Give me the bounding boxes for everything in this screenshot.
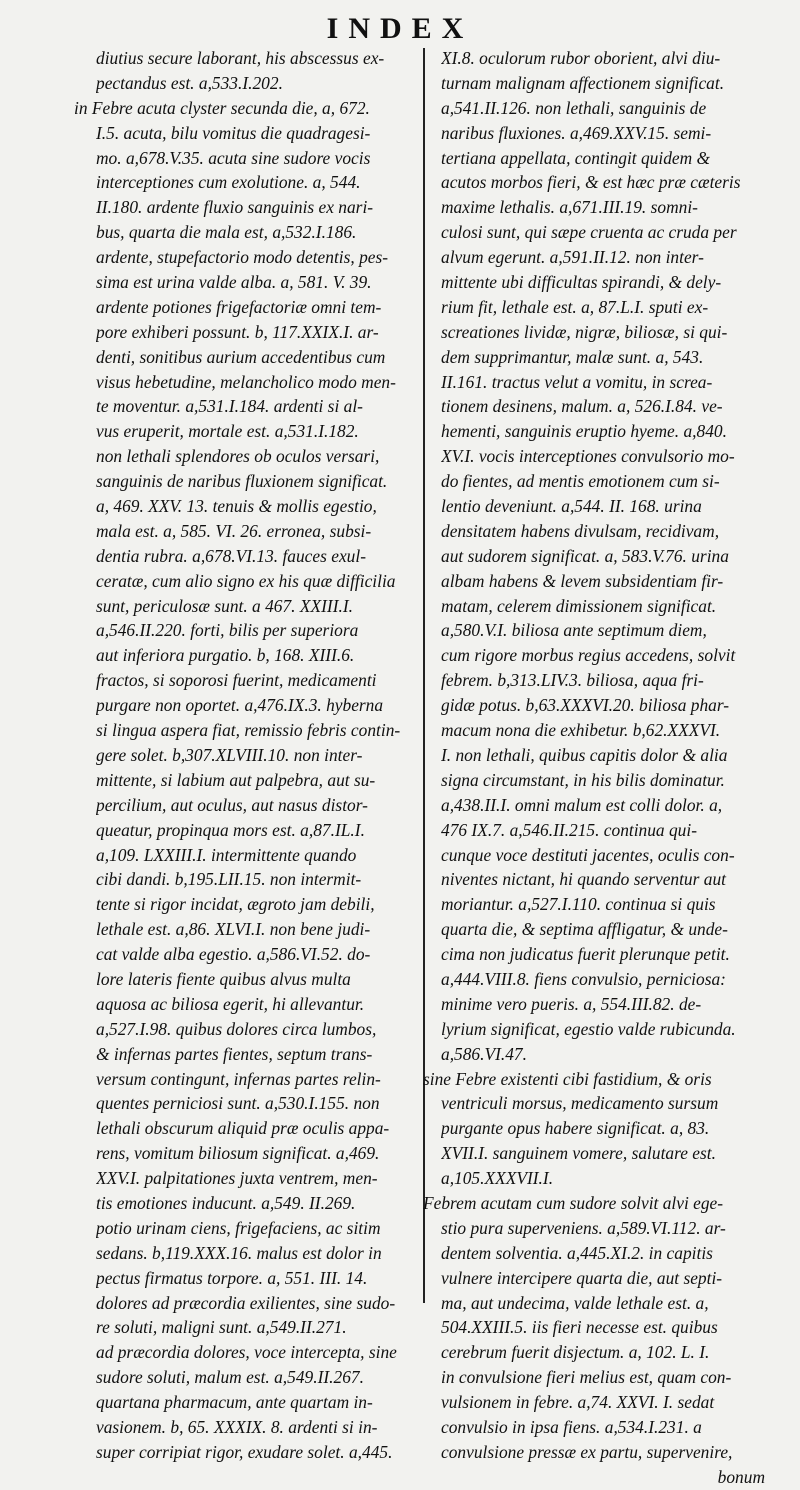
text-line: rium fit, lethale est. a, 87.L.I. sputi ex- [441,296,709,317]
text-line: II.180. ardente fluxio sanguinis ex nari- [96,197,374,218]
text-line: a, 469. XXV. 13. tenuis & mollis egestio, [96,496,377,517]
text-line: convulsio in ipsa fiens. a,534.I.231. a [441,1416,702,1437]
text-line: & infernas partes fientes, septum trans- [96,1043,373,1064]
text-line: 504.XXIII.5. iis fieri necesse est. quibus [441,1317,718,1338]
text-line: vulnere intercipere quarta die, aut septi- [441,1267,723,1288]
text-line: in convulsione fieri melius est, quam con- [441,1367,732,1388]
text-line: sima est urina valde alba. a, 581. V. 39. [96,272,372,293]
text-line: do fientes, ad mentis emotionem cum si- [441,471,720,492]
text-line: denti, sonitibus aurium accedentibus cum [96,346,386,367]
text-line: lethale est. a,86. XLVI.I. non bene judi- [96,919,371,940]
text-line: cum rigore morbus regius accedens, solvit [441,645,736,666]
text-line: febrem. b,313.LIV.3. biliosa, aqua fri- [441,670,704,691]
text-line: II.161. tractus velut a vomitu, in screa- [441,371,713,392]
text-line: sunt, periculosæ sunt. a 467. XXIII.I. [96,595,353,616]
text-line: percilium, aut oculus, aut nasus distor- [96,794,368,815]
text-line: ventriculi morsus, medicamento sursum [441,1093,719,1114]
text-line: cat valde alba egestio. a,586.VI.52. do- [96,944,371,965]
text-line: a,105.XXXVII.I. [441,1168,554,1189]
text-line: bus, quarta die mala est, a,532.I.186. [96,222,357,243]
text-line: minime vero pueris. a, 554.III.82. de- [441,993,702,1014]
text-line: lyrium significat, egestio valde rubicunda. [441,1018,736,1039]
text-line: te moventur. a,531.I.184. ardenti si al- [96,396,363,417]
text-line: aut inferiora purgatio. b, 168. XIII.6. [96,645,355,666]
text-line: vulsionem in febre. a,74. XXVI. I. sedat [441,1392,715,1413]
text-line: gere solet. b,307.XLVIII.10. non inter- [96,744,363,765]
text-line: quartana pharmacum, ante quartam in- [96,1392,373,1413]
text-line: convulsione pressæ ex partu, supervenire, [441,1441,733,1462]
text-line: a,109. LXXIII.I. intermittente quando [96,844,357,865]
text-line: in Febre acuta clyster secunda die, a, 672. [74,97,370,118]
text-line: XXV.I. palpitationes juxta ventrem, men- [96,1168,378,1189]
text-line: queatur, propinqua mors est. a,87.IL.I. [96,819,365,840]
text-line: visus hebetudine, melancholico modo men- [96,371,396,392]
text-line: aut sudorem significat. a, 583.V.76. urina [441,545,729,566]
text-line: macum nona die exhibetur. b,62.XXXVI. [441,720,721,741]
text-line: purgante opus habere significat. a, 83. [441,1118,710,1139]
text-line: potio urinam ciens, frigefaciens, ac sitim [96,1217,381,1238]
text-line: tionem desinens, malum. a, 526.I.84. ve- [441,396,723,417]
text-line: re soluti, maligni sunt. a,549.II.271. [96,1317,347,1338]
text-line: albam habens & levem subsidentiam fir- [441,570,724,591]
text-line: matam, celerem dimissionem significat. [441,595,717,616]
text-line: tente si rigor incidat, ægroto jam debili, [96,894,375,915]
text-line: cunque voce destituti jacentes, oculis con- [441,844,735,865]
text-line: dem supprimantur, malæ sunt. a, 543. [441,346,704,367]
text-line: 476 IX.7. a,546.II.215. continua qui- [441,819,697,840]
text-line: sedans. b,119.XXX.16. malus est dolor in [96,1242,382,1263]
text-line: signa circumstant, in his bilis dominatur. [441,769,725,790]
text-line: a,444.VIII.8. fiens convulsio, perniciosa: [441,968,726,989]
text-line: interceptiones cum exolutione. a, 544. [96,172,361,193]
text-line: a,586.VI.47. [441,1043,527,1064]
text-line: ardente, stupefactorio modo detentis, pes- [96,247,389,268]
text-line: turnam malignam affectionem significat. [441,72,725,93]
text-line: maxime lethalis. a,671.III.19. somni- [441,197,698,218]
text-line: mo. a,678.V.35. acuta sine sudore vocis [96,147,371,168]
right-column [423,46,767,1490]
text-line: ma, aut undecima, valde lethale est. a, [441,1292,709,1313]
text-line: ad præcordia dolores, voce intercepta, sine [96,1342,397,1363]
text-line: cibi dandi. b,195.LII.15. non intermit- [96,869,362,890]
text-line: a,527.I.98. quibus dolores circa lumbos, [96,1018,377,1039]
text-line: I.5. acuta, bilu vomitus die quadragesi- [96,122,371,143]
text-line: quentes perniciosi sunt. a,530.I.155. non [96,1093,380,1114]
text-line: stio pura superveniens. a,589.VI.112. ar- [441,1217,726,1238]
text-line: vasionem. b, 65. XXXIX. 8. ardenti si in- [96,1416,378,1437]
text-line: dentia rubra. a,678.VI.13. fauces exul- [96,545,366,566]
text-line: bonum [717,1466,765,1487]
text-line: super corripiat rigor, exudare solet. a,445. [96,1441,393,1462]
text-line: culosi sunt, qui sæpe cruenta ac cruda per [441,222,737,243]
text-line: fractos, si soporosi fuerint, medicamenti [96,670,377,691]
text-line: mala est. a, 585. VI. 26. erronea, subsi- [96,520,372,541]
text-line: pectandus est. a,533.I.202. [96,72,283,93]
text-line: si lingua aspera fiat, remissio febris contin- [96,720,401,741]
text-line: naribus fluxiones. a,469.XXV.15. semi- [441,122,712,143]
text-line: tis emotiones inducunt. a,549. II.269. [96,1192,356,1213]
text-line: mittente ubi difficultas spirandi, & dely- [441,272,722,293]
text-line: diutius secure laborant, his abscessus ex- [96,48,385,68]
text-line: rens, vomitum biliosum significat. a,469. [96,1143,380,1164]
text-line: vus eruperit, mortale est. a,531.I.182. [96,421,359,442]
text-line: a,546.II.220. forti, bilis per superiora [96,620,359,641]
running-title: INDEX [326,12,474,45]
text-line: versum contingunt, infernas partes relin- [96,1068,381,1089]
text-line: sine Febre existenti cibi fastidium, & oris [423,1068,712,1089]
text-line: lore lateris fiente quibus alvus multa [96,968,351,989]
text-line: niventes nictant, hi quando serventur aut [441,869,726,890]
text-line: sanguinis de naribus fluxionem significat. [96,471,388,492]
text-line: sudore soluti, malum est. a,549.II.267. [96,1367,364,1388]
text-line: dolores ad præcordia exilientes, sine sudo- [96,1292,396,1313]
text-line: screationes lividæ, nigræ, biliosæ, si qui- [441,321,728,342]
text-line: quarta die, & septima affligatur, & unde- [441,919,728,940]
text-line: a,438.II.I. omni malum est colli dolor. a, [441,794,723,815]
text-line: hementi, sanguinis eruptio hyeme. a,840. [441,421,727,442]
text-line: dentem solventia. a,445.XI.2. in capitis [441,1242,713,1263]
text-line: pore exhiberi possunt. b, 117.XXIX.I. ar- [96,321,379,342]
text-line: aquosa ac biliosa egerit, hi allevantur. [96,993,365,1014]
page-header [0,6,800,46]
text-line: XI.8. oculorum rubor oborient, alvi diu- [441,48,721,68]
text-line: a,580.V.I. biliosa ante septimum diem, [441,620,707,641]
left-column [74,46,418,1465]
text-line: non lethali splendores ob oculos versari, [96,446,380,467]
text-line: lethali obscurum aliquid præ oculis appa- [96,1118,390,1139]
text-line: tertiana appellata, contingit quidem & [441,147,711,168]
text-line: XV.I. vocis interceptiones convulsorio mo- [441,446,735,467]
text-line: moriantur. a,527.I.110. continua si quis [441,894,716,915]
text-line: alvum egerunt. a,591.II.12. non inter- [441,247,704,268]
text-line: ceratæ, cum alio signo ex his quæ difficilia [96,570,396,591]
text-line: gidæ potus. b,63.XXXVI.20. biliosa phar- [441,695,730,716]
text-line: lentio deveniunt. a,544. II. 168. urina [441,496,702,517]
text-line: cerebrum fuerit disjectum. a, 102. L. I. [441,1342,710,1363]
text-line: XVII.I. sanguinem vomere, salutare est. [441,1143,716,1164]
text-line: densitatem habens divulsam, recidivam, [441,520,720,541]
text-line: pectus firmatus torpore. a, 551. III. 14. [96,1267,368,1288]
text-line: purgare non oportet. a,476.IX.3. hyberna [96,695,384,716]
text-line: ardente potiones frigefactoriæ omni tem- [96,296,382,317]
text-line: cima non judicatus fuerit plerunque petit. [441,944,730,965]
text-line: Febrem acutam cum sudore solvit alvi ege- [423,1192,724,1213]
text-line: acutos morbos fieri, & est hæc præ cæteris [441,172,741,193]
text-line: mittente, si labium aut palpebra, aut su- [96,769,376,790]
text-line: a,541.II.126. non lethali, sanguinis de [441,97,707,118]
text-line: I. non lethali, quibus capitis dolor & alia [441,744,728,765]
column-divider [423,48,425,1303]
